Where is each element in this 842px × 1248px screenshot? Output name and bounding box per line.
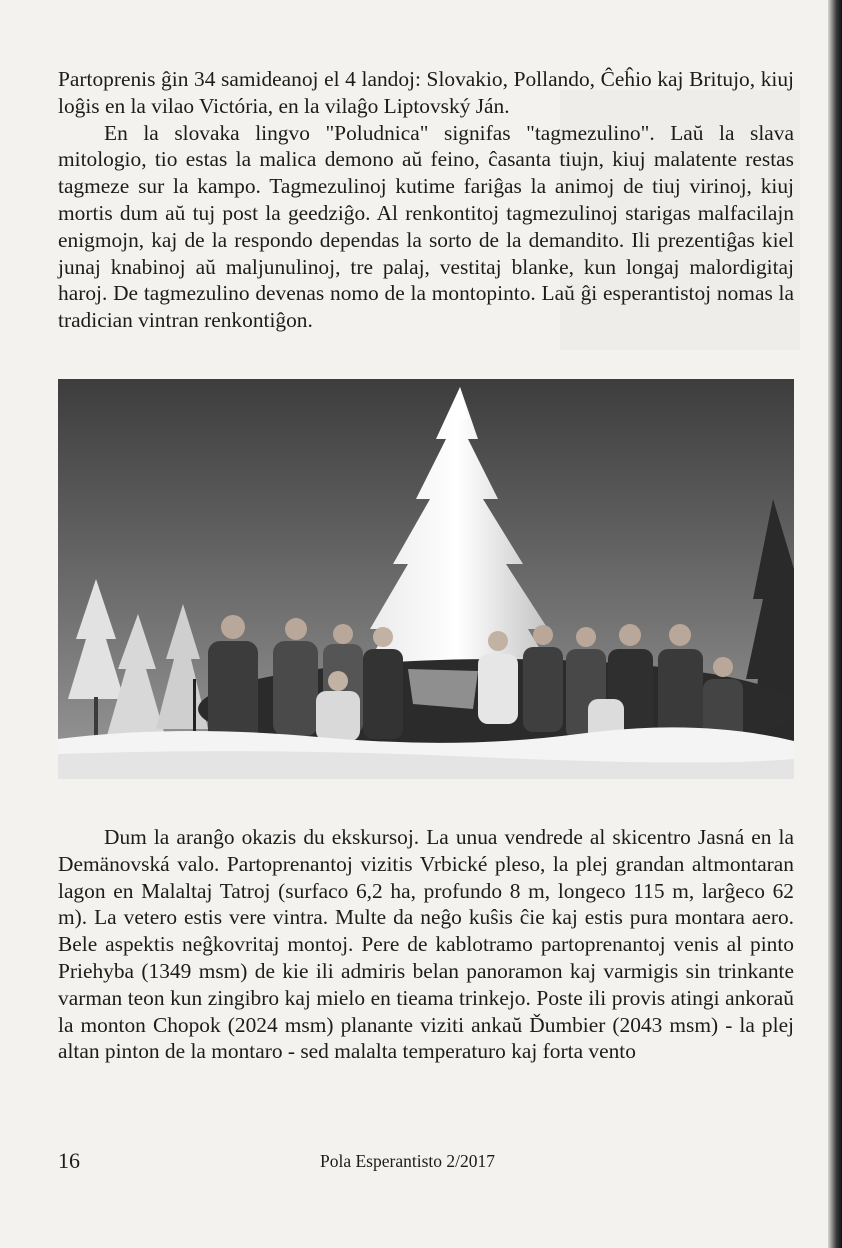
- page-edge-shadow: [828, 0, 842, 1248]
- running-footer: Pola Esperantisto 2/2017: [320, 1151, 495, 1171]
- paragraph-poludnica: En la slovaka lingvo "Poludnica" signifas "tagmezulino". Laŭ la slava mitologio, tio estas la malica demono aŭ feino, ĉasanta tiujn, kiuj malatente restas tagmeze sur la kampo. Tagmezulinoj kutime fariĝas la animoj de tiuj virinoj, kiuj mortis dum aŭ tuj post la geedziĝo. Al renkontitoj tagmezulinoj starigas malfacilajn enigmojn, kaj de la respondo dependas la sorto de la demandito. Ili prezentiĝas kiel junaj knabinoj aŭ maljunulinoj, tre palaj, vestitaj blanke, kun longaj malordigitaj haroj. De tagmezulino devenas nomo de la montopinto. Laŭ ĝi esperantistoj nomas la tradician vintran renkontiĝon.: [58, 120, 794, 333]
- paragraph-participants: Partoprenis ĝin 34 samideanoj el 4 landoj: Slovakio, Pollando, Ĉeĥio kaj Britujo, kiuj loĝis en la vilao Victória, en la vilaĝo Liptovský Ján.: [58, 67, 794, 118]
- paragraph-excursions: Dum la aranĝo okazis du ekskursoj. La unua vendrede al skicentro Jasná en la Demänovská valo. Partoprenantoj vizitis Vrbické pleso, la plej grandan altmontaran lagon en Malaltaj Tatroj (surfaco 6,2 ha, profundo 8 m, longeco 115 m, larĝeco 62 m). La vetero estis vere vintra. Multe da neĝo kuŝis ĉie kaj estis pura montara aero. Bele aspektis neĝkovritaj montoj. Pere de kablotramo partoprenantoj venis al pinto Priehyba (1349 msm) de kie ili admiris belan panoramon kaj varmigis sin trinkante varman teon kun zingibro kaj mielo en tieama trinkejo. Poste ili provis atingi ankoraŭ la monton Chopok (2024 msm) planante viziti ankaŭ Ďumbier (2043 msm) - la plej altan pinton de la montaro - sed malalta temperaturo kaj forta vento: [58, 825, 794, 1064]
- page-number: 16: [58, 1148, 80, 1173]
- opening-paragraphs: [58, 66, 794, 334]
- group-photo: [58, 379, 794, 779]
